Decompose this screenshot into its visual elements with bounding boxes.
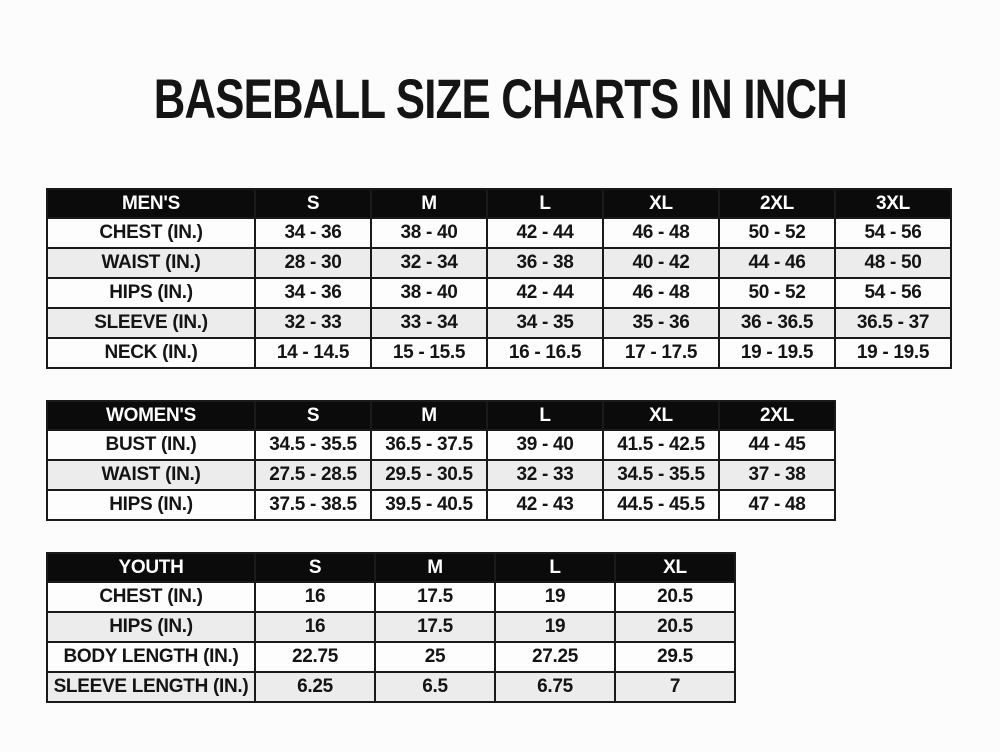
value-cell: 38 - 40 <box>371 278 487 308</box>
value-cell: 46 - 48 <box>603 218 719 248</box>
value-cell: 34 - 35 <box>487 308 603 338</box>
table-title-cell: WOMEN'S <box>47 401 255 430</box>
value-cell: 44 - 45 <box>719 430 835 460</box>
value-cell: 39.5 - 40.5 <box>371 490 487 520</box>
value-cell: 32 - 33 <box>255 308 371 338</box>
row-label-cell: SLEEVE LENGTH (IN.) <box>47 672 255 702</box>
value-cell: 34 - 36 <box>255 278 371 308</box>
row-label-cell: BUST (IN.) <box>47 430 255 460</box>
value-cell: 44.5 - 45.5 <box>603 490 719 520</box>
value-cell: 47 - 48 <box>719 490 835 520</box>
table-row <box>47 218 951 248</box>
value-cell: 54 - 56 <box>835 218 951 248</box>
value-cell: 29.5 - 30.5 <box>371 460 487 490</box>
value-cell: 22.75 <box>255 642 375 672</box>
value-cell: 34.5 - 35.5 <box>603 460 719 490</box>
value-cell: 36.5 - 37 <box>835 308 951 338</box>
value-cell: 37.5 - 38.5 <box>255 490 371 520</box>
table-row <box>47 278 951 308</box>
size-header-cell: 3XL <box>835 189 951 218</box>
value-cell: 6.25 <box>255 672 375 702</box>
table-row <box>47 642 735 672</box>
value-cell: 14 - 14.5 <box>255 338 371 368</box>
value-cell: 19 <box>495 612 615 642</box>
size-header-cell: XL <box>603 189 719 218</box>
table-row <box>47 460 835 490</box>
row-label-cell: HIPS (IN.) <box>47 490 255 520</box>
size-header-cell: M <box>371 189 487 218</box>
value-cell: 19 - 19.5 <box>835 338 951 368</box>
value-cell: 25 <box>375 642 495 672</box>
value-cell: 16 - 16.5 <box>487 338 603 368</box>
table-title-cell: MEN'S <box>47 189 255 218</box>
size-header-cell: M <box>375 553 495 582</box>
value-cell: 37 - 38 <box>719 460 835 490</box>
value-cell: 34.5 - 35.5 <box>255 430 371 460</box>
size-header-cell: L <box>487 401 603 430</box>
value-cell: 33 - 34 <box>371 308 487 338</box>
row-label-cell: BODY LENGTH (IN.) <box>47 642 255 672</box>
value-cell: 19 <box>495 582 615 612</box>
size-header-cell: S <box>255 401 371 430</box>
value-cell: 6.5 <box>375 672 495 702</box>
table-row <box>47 338 951 368</box>
value-cell: 42 - 44 <box>487 278 603 308</box>
value-cell: 15 - 15.5 <box>371 338 487 368</box>
value-cell: 42 - 44 <box>487 218 603 248</box>
page-title: BASEBALL SIZE CHARTS IN INCH <box>153 67 847 130</box>
value-cell: 40 - 42 <box>603 248 719 278</box>
size-header-cell: XL <box>603 401 719 430</box>
value-cell: 50 - 52 <box>719 278 835 308</box>
value-cell: 27.5 - 28.5 <box>255 460 371 490</box>
value-cell: 17.5 <box>375 582 495 612</box>
value-cell: 48 - 50 <box>835 248 951 278</box>
value-cell: 20.5 <box>615 612 735 642</box>
value-cell: 50 - 52 <box>719 218 835 248</box>
table-title-cell: YOUTH <box>47 553 255 582</box>
size-header-cell: S <box>255 189 371 218</box>
size-header-cell: 2XL <box>719 401 835 430</box>
row-label-cell: NECK (IN.) <box>47 338 255 368</box>
table-row <box>47 612 735 642</box>
size-table-mens <box>46 188 952 369</box>
row-label-cell: HIPS (IN.) <box>47 612 255 642</box>
value-cell: 36.5 - 37.5 <box>371 430 487 460</box>
size-header-cell: L <box>495 553 615 582</box>
value-cell: 39 - 40 <box>487 430 603 460</box>
value-cell: 54 - 56 <box>835 278 951 308</box>
value-cell: 38 - 40 <box>371 218 487 248</box>
value-cell: 16 <box>255 582 375 612</box>
value-cell: 36 - 36.5 <box>719 308 835 338</box>
table-header-row <box>47 553 735 582</box>
value-cell: 34 - 36 <box>255 218 371 248</box>
row-label-cell: SLEEVE (IN.) <box>47 308 255 338</box>
table-header-row <box>47 401 835 430</box>
value-cell: 46 - 48 <box>603 278 719 308</box>
value-cell: 27.25 <box>495 642 615 672</box>
page-title-wrap <box>0 66 1000 131</box>
value-cell: 6.75 <box>495 672 615 702</box>
size-header-cell: M <box>371 401 487 430</box>
size-header-cell: L <box>487 189 603 218</box>
row-label-cell: WAIST (IN.) <box>47 248 255 278</box>
row-label-cell: CHEST (IN.) <box>47 582 255 612</box>
value-cell: 32 - 34 <box>371 248 487 278</box>
table-row <box>47 430 835 460</box>
size-header-cell: S <box>255 553 375 582</box>
size-header-cell: 2XL <box>719 189 835 218</box>
value-cell: 41.5 - 42.5 <box>603 430 719 460</box>
value-cell: 17.5 <box>375 612 495 642</box>
table-row <box>47 582 735 612</box>
value-cell: 17 - 17.5 <box>603 338 719 368</box>
value-cell: 28 - 30 <box>255 248 371 278</box>
value-cell: 35 - 36 <box>603 308 719 338</box>
row-label-cell: HIPS (IN.) <box>47 278 255 308</box>
value-cell: 32 - 33 <box>487 460 603 490</box>
table-row <box>47 490 835 520</box>
value-cell: 16 <box>255 612 375 642</box>
value-cell: 19 - 19.5 <box>719 338 835 368</box>
table-row <box>47 672 735 702</box>
table-header-row <box>47 189 951 218</box>
size-table-youth <box>46 552 736 703</box>
row-label-cell: CHEST (IN.) <box>47 218 255 248</box>
size-header-cell: XL <box>615 553 735 582</box>
table-row <box>47 248 951 278</box>
value-cell: 29.5 <box>615 642 735 672</box>
row-label-cell: WAIST (IN.) <box>47 460 255 490</box>
value-cell: 36 - 38 <box>487 248 603 278</box>
value-cell: 44 - 46 <box>719 248 835 278</box>
value-cell: 20.5 <box>615 582 735 612</box>
size-table-womens <box>46 400 836 521</box>
value-cell: 7 <box>615 672 735 702</box>
value-cell: 42 - 43 <box>487 490 603 520</box>
table-row <box>47 308 951 338</box>
